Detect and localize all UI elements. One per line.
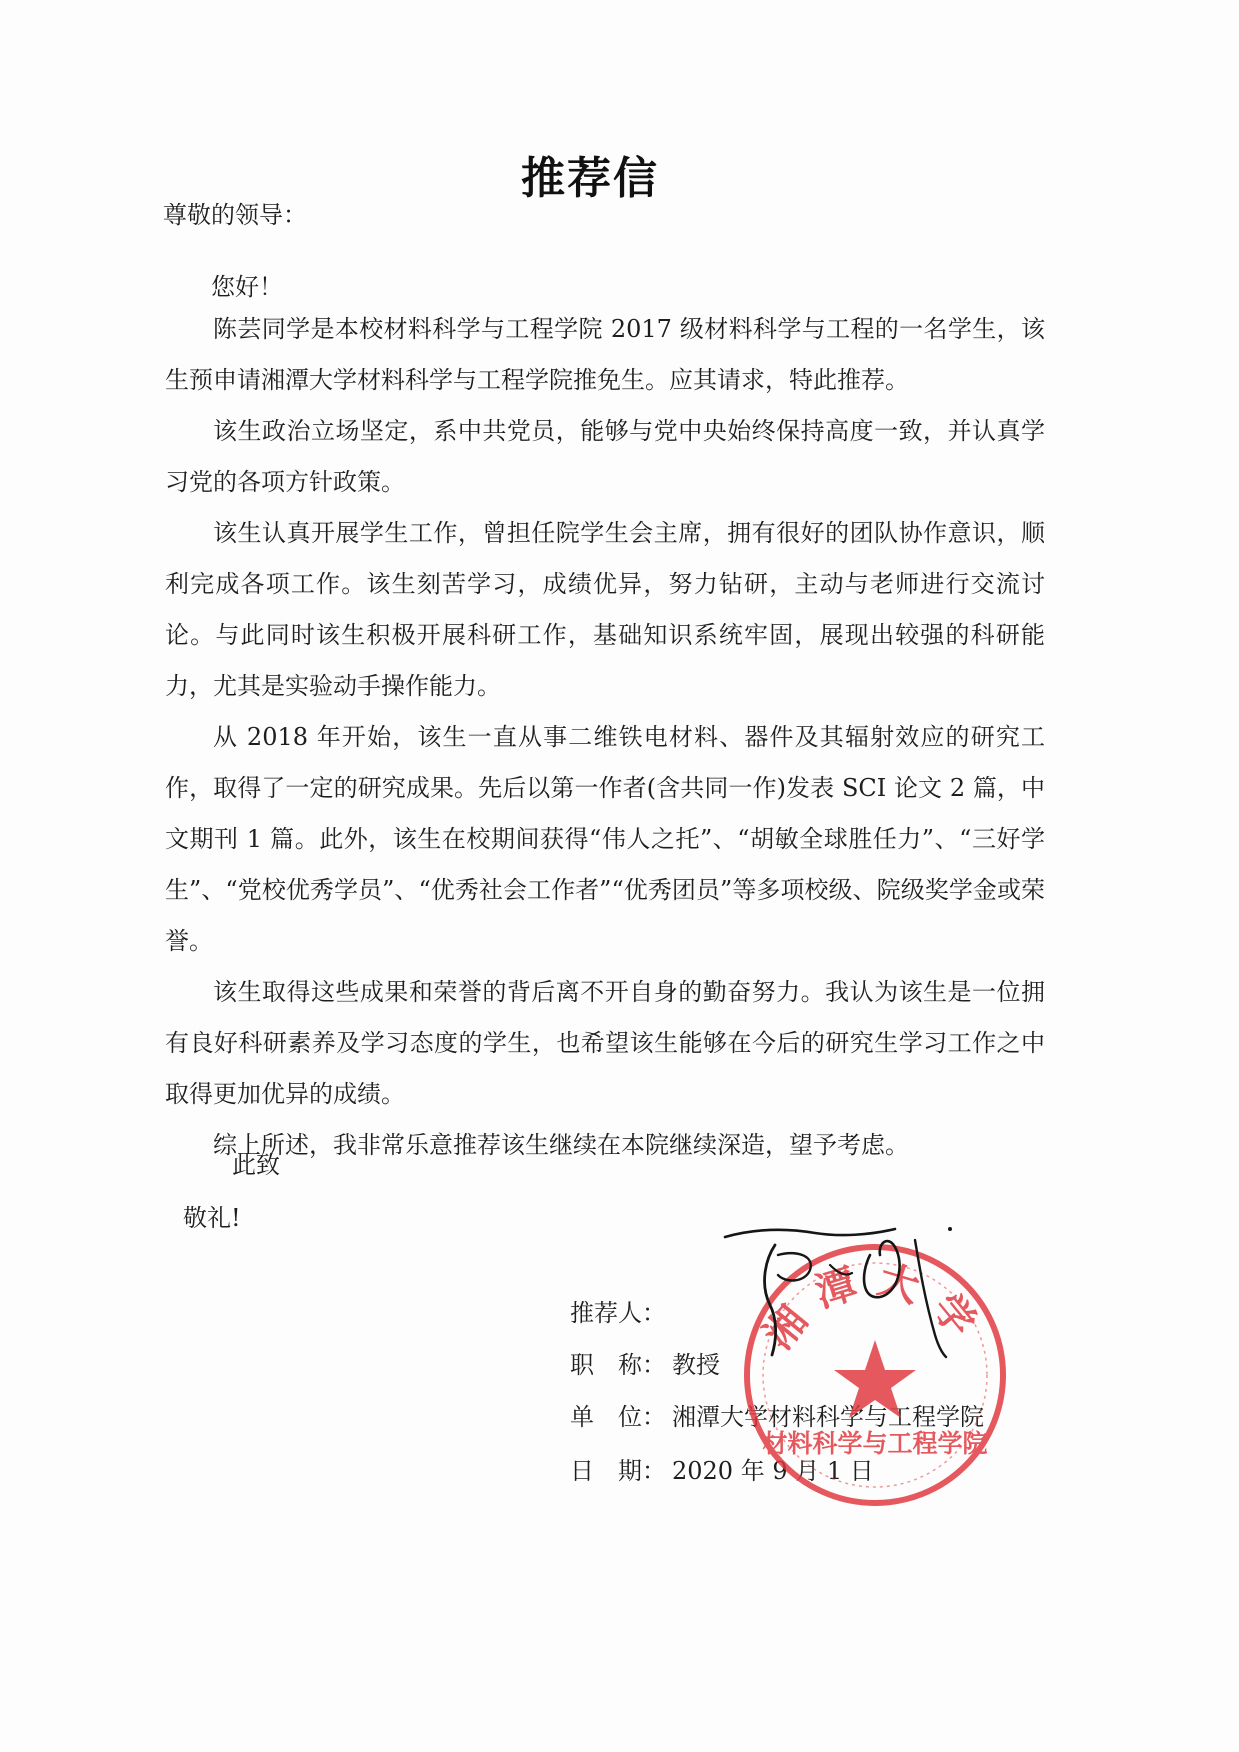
unit-value: 湘潭大学材料科学与工程学院	[672, 1403, 984, 1431]
closing-cizhi: 此致	[232, 1151, 280, 1179]
letter-title: 推荐信	[521, 153, 659, 204]
seal-text-top: 湘潭大学	[755, 1256, 995, 1358]
paragraph-conclusion: 综上所述，我非常乐意推荐该生继续在本院继续深造，望予考虑。	[213, 1131, 909, 1159]
recommender-row	[570, 1298, 672, 1328]
date-value: 2020 年 9 月 1 日	[672, 1457, 874, 1485]
unit-label: 单 位：	[570, 1403, 666, 1431]
paragraph-evaluation: 该生取得这些成果和荣誉的背后离不开自身的勤奋努力。我认为该生是一位拥有良好科研素养及学习态度的学生，也希望该生能够在今后的研究生学习工作之中取得更加优异的成绩。	[165, 978, 1045, 1108]
date-label: 日 期：	[570, 1457, 666, 1485]
recommender-label: 推荐人：	[570, 1299, 666, 1327]
paragraph-intro: 陈芸同学是本校材料科学与工程学院 2017 级材料科学与工程的一名学生，该生预申请湘潭大学材料科学与工程学院推免生。应其请求，特此推荐。	[165, 315, 1045, 394]
letter-body	[165, 304, 1045, 1171]
closing-jingli: 敬礼!	[183, 1204, 241, 1232]
title-value: 教授	[672, 1351, 720, 1379]
greeting: 您好！	[211, 273, 283, 301]
seal-text-bottom: 材料科学与工程学院	[762, 1429, 988, 1458]
paragraph-political: 该生政治立场坚定，系中共党员，能够与党中央始终保持高度一致，并认真学习党的各项方针政策。	[165, 417, 1045, 496]
paragraph-research: 从 2018 年开始，该生一直从事二维铁电材料、器件及其辐射效应的研究工作，取得了一定的研究成果。先后以第一作者(含共同一作)发表 SCI 论文 2 篇，中文期刊 1 篇。此外，该生在校期间获得“伟人之托”、“胡敏全球胜任力”、“三好学生”、“党校优秀学员”、“优秀社会工作者”“优秀团员”等多项校级、院级奖学金或荣誉。	[165, 723, 1045, 955]
title-row	[570, 1350, 720, 1380]
salutation: 尊敬的领导：	[163, 201, 307, 229]
title-label: 职 称：	[570, 1351, 666, 1379]
paragraph-student-work: 该生认真开展学生工作，曾担任院学生会主席，拥有很好的团队协作意识，顺利完成各项工作。该生刻苦学习，成绩优异，努力钻研，主动与老师进行交流讨论。与此同时该生积极开展科研工作，基础知识系统牢固，展现出较强的科研能力，尤其是实验动手操作能力。	[165, 519, 1045, 700]
handwritten-signature-icon	[720, 1225, 970, 1365]
